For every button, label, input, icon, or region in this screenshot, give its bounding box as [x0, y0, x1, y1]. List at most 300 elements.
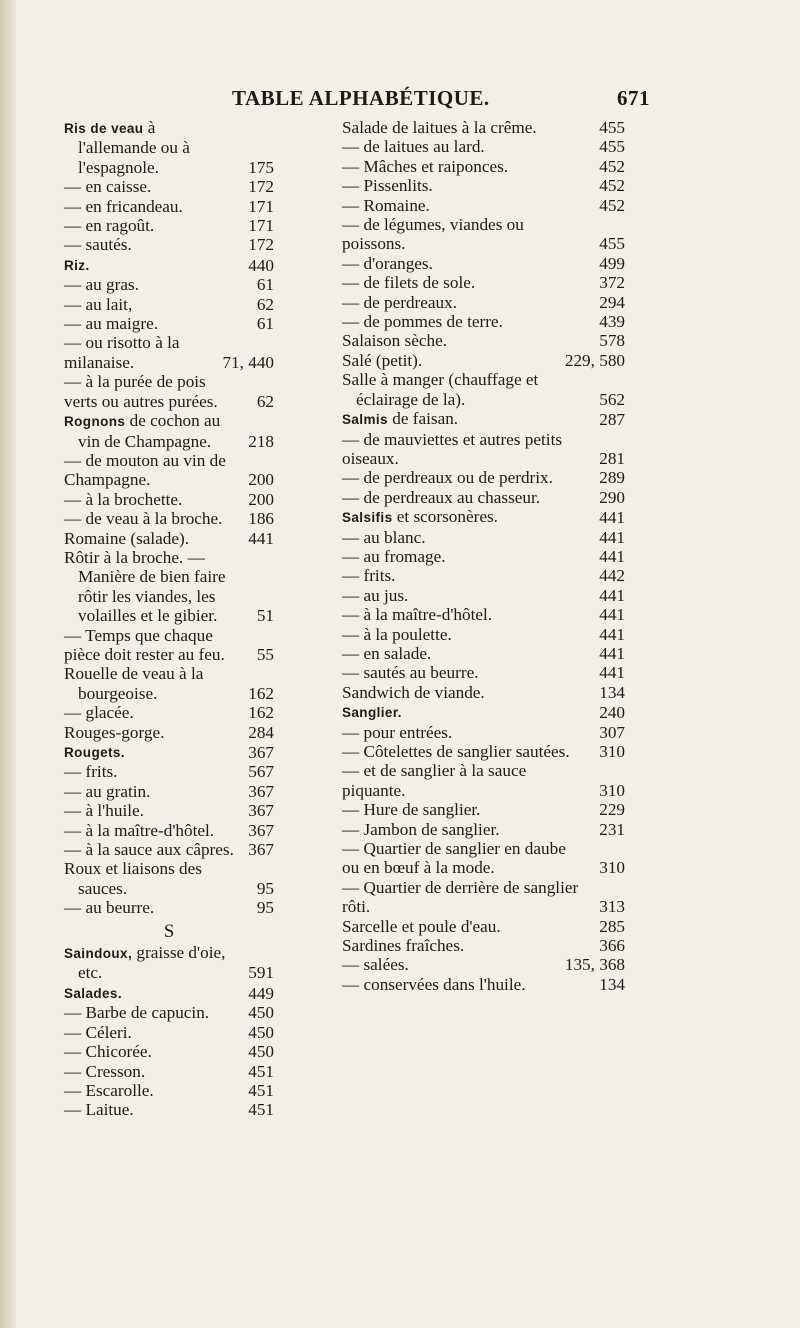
- index-entry: [64, 411, 274, 451]
- entry-page-ref: 218: [248, 431, 274, 451]
- index-entry: [342, 331, 625, 350]
- entry-label: Salade de laitues à la crême.: [342, 118, 537, 137]
- entry-text: [342, 293, 625, 312]
- entry-page-ref: 229: [599, 800, 625, 820]
- entry-label: — Céleri.: [64, 1022, 132, 1042]
- index-entry: [342, 409, 625, 429]
- index-column-left: [64, 118, 274, 1120]
- entry-text: [342, 254, 625, 273]
- entry-page-ref: 162: [248, 683, 274, 703]
- index-entry: [64, 840, 274, 859]
- entry-page-ref: 441: [599, 546, 625, 566]
- entry-text: [64, 782, 274, 801]
- index-entry: [64, 333, 274, 372]
- entry-page-ref: 367: [248, 840, 274, 860]
- entry-text: [64, 742, 274, 762]
- entry-label: Rouges-gorge.: [64, 722, 165, 742]
- entry-page-ref: 172: [248, 177, 274, 197]
- index-entry: [342, 625, 625, 644]
- entry-label: — Hure de sanglier.: [342, 800, 481, 820]
- entry-label: — Escarolle.: [64, 1080, 154, 1100]
- entry-label: — frits.: [342, 566, 396, 586]
- running-title: TABLE ALPHABÉTIQUE.: [232, 86, 490, 110]
- index-entry: [342, 351, 625, 370]
- entry-label: — au blanc.: [342, 527, 426, 547]
- index-entry: [342, 488, 625, 507]
- entry-page-ref: 451: [248, 1061, 274, 1081]
- entry-label: Roux et liaisons des sauces.: [64, 859, 202, 898]
- entry-page-ref: 95: [256, 898, 274, 918]
- index-entry: [64, 821, 274, 840]
- entry-page-ref: 134: [599, 974, 625, 994]
- entry-headword: Sanglier.: [342, 705, 402, 721]
- entry-label: — en caisse.: [64, 177, 152, 197]
- entry-page-ref: 175: [248, 157, 274, 177]
- index-entry: [64, 451, 274, 490]
- entry-label: — à la poulette.: [342, 624, 452, 644]
- index-entry: [64, 548, 274, 626]
- entry-text: [64, 983, 274, 1003]
- entry-text: [342, 605, 625, 624]
- entry-label: et scorsonères.: [392, 507, 498, 527]
- entry-text: [64, 451, 274, 490]
- entry-headword: Saindoux,: [64, 946, 133, 962]
- index-entry: [64, 509, 274, 528]
- entry-label: — en salade.: [342, 643, 432, 663]
- entry-page-ref: 439: [599, 312, 625, 332]
- entry-text: [342, 488, 625, 507]
- index-entry: [342, 723, 625, 742]
- entry-label: — Jambon de sanglier.: [342, 819, 500, 839]
- index-entry: [342, 820, 625, 839]
- entry-page-ref: 61: [256, 314, 274, 334]
- index-entry: [342, 878, 625, 917]
- index-entry: [64, 529, 274, 548]
- entry-page-ref: 450: [248, 1022, 274, 1042]
- entry-text: [64, 664, 274, 703]
- entry-page-ref: 294: [599, 292, 625, 312]
- entry-page-ref: 162: [248, 703, 274, 723]
- entry-page-ref: 231: [599, 819, 625, 839]
- index-entry: [342, 975, 625, 994]
- entry-text: [64, 1023, 274, 1042]
- entry-page-ref: 135, 368: [564, 955, 625, 975]
- entry-label: — à la maître-d'hôtel.: [64, 820, 215, 840]
- entry-text: [64, 1100, 274, 1119]
- index-entry: [342, 917, 625, 936]
- entry-text: [64, 490, 274, 509]
- entry-text: [342, 644, 625, 663]
- entry-text: [342, 528, 625, 547]
- entry-page-ref: 450: [248, 1042, 274, 1062]
- entry-label: — de légumes, viandes ou poissons.: [342, 215, 524, 254]
- entry-text: [64, 275, 274, 294]
- entry-label: — Barbe de capucin.: [64, 1003, 210, 1023]
- entry-page-ref: 441: [599, 605, 625, 625]
- entry-label: — au maigre.: [64, 314, 159, 334]
- entry-headword: Rougets.: [64, 745, 125, 760]
- index-entry: [64, 943, 274, 983]
- index-entry: [342, 468, 625, 487]
- page-binding-edge: [0, 0, 16, 1328]
- entry-label: — au beurre.: [64, 898, 155, 918]
- entry-text: [342, 702, 625, 722]
- index-entry: [342, 370, 625, 409]
- entry-page-ref: 441: [248, 528, 274, 548]
- entry-page-ref: 562: [599, 389, 625, 409]
- entry-page-ref: 449: [248, 983, 274, 1003]
- entry-text: [342, 566, 625, 585]
- entry-text: [342, 683, 625, 702]
- entry-label: — de mouton au vin de Champagne.: [64, 450, 226, 490]
- index-entry: [64, 782, 274, 801]
- index-entry: [64, 801, 274, 820]
- entry-text: [342, 839, 625, 878]
- index-entry: [64, 1042, 274, 1061]
- entry-text: [342, 586, 625, 605]
- index-entry: [64, 235, 274, 254]
- entry-text: [342, 430, 625, 469]
- entry-label: — en fricandeau.: [64, 196, 183, 216]
- entry-page-ref: 450: [248, 1003, 274, 1023]
- index-entry: [64, 723, 274, 742]
- entry-text: [64, 216, 274, 235]
- entry-page-ref: 452: [599, 195, 625, 215]
- index-entry: [64, 177, 274, 196]
- index-entry: [64, 626, 274, 665]
- entry-label: Salle à manger (chauffage et éclairage de la).: [342, 370, 539, 409]
- index-entry: [64, 295, 274, 314]
- entry-page-ref: 71, 440: [222, 352, 274, 372]
- entry-page-ref: 290: [599, 487, 625, 507]
- entry-label: Sandwich de viande.: [342, 682, 485, 702]
- index-entry: [64, 859, 274, 898]
- entry-page-ref: 310: [599, 742, 625, 761]
- entry-text: [64, 509, 274, 528]
- index-entry: [64, 216, 274, 235]
- entry-label: — Chicorée.: [64, 1042, 152, 1062]
- entry-page-ref: 578: [599, 331, 625, 351]
- section-letter: S: [163, 920, 175, 942]
- entry-label: — pour entrées.: [342, 722, 453, 742]
- entry-page-ref: 441: [599, 663, 625, 683]
- entry-page-ref: 441: [599, 585, 625, 605]
- entry-page-ref: 285: [599, 916, 625, 936]
- entry-text: [342, 878, 625, 917]
- entry-text: [64, 177, 274, 196]
- entry-page-ref: 441: [599, 508, 625, 528]
- index-entry: [64, 118, 274, 177]
- entry-page-ref: 455: [599, 234, 625, 254]
- index-entry: [342, 528, 625, 547]
- entry-page-ref: 451: [248, 1100, 274, 1120]
- entry-text: [342, 409, 625, 429]
- entry-text: [64, 295, 274, 314]
- index-entry: [64, 490, 274, 509]
- index-entry: [342, 605, 625, 624]
- entry-label: — Quartier de derrière de sanglier rôti.: [342, 877, 579, 917]
- entry-label: — à la maître-d'hôtel.: [342, 605, 493, 625]
- index-entry: [342, 663, 625, 682]
- entry-page-ref: 441: [599, 624, 625, 644]
- index-entry: [64, 1062, 274, 1081]
- index-entry: [342, 702, 625, 722]
- entry-page-ref: 307: [599, 722, 625, 742]
- entry-text: [64, 840, 274, 859]
- entry-label: Rôtir à la broche. — Manière de bien faire rôtir les viandes, les volailles et le gibier.: [64, 547, 226, 626]
- entry-text: [64, 626, 274, 665]
- entry-label: — sautés au beurre.: [342, 663, 479, 683]
- entry-page-ref: 567: [248, 762, 274, 782]
- entry-label: — au fromage.: [342, 546, 446, 566]
- index-entry: [64, 314, 274, 333]
- entry-page-ref: 55: [256, 644, 274, 664]
- entry-text: [64, 235, 274, 254]
- index-entry: [342, 742, 625, 761]
- entry-page-ref: 442: [599, 566, 625, 586]
- index-entry: [64, 1023, 274, 1042]
- index-entry: [342, 157, 625, 176]
- entry-label: graisse d'oie, etc.: [78, 943, 226, 983]
- entry-label: — frits.: [64, 762, 118, 782]
- index-entry: [342, 955, 625, 974]
- entry-text: [342, 331, 625, 350]
- index-entry: [342, 800, 625, 819]
- entry-headword: Riz.: [64, 257, 90, 273]
- entry-page-ref: 287: [599, 410, 625, 430]
- index-entry: [342, 215, 625, 254]
- entry-text: [64, 548, 274, 626]
- entry-page-ref: 440: [248, 255, 274, 275]
- entry-label: — au jus.: [342, 585, 409, 605]
- entry-page-ref: 455: [599, 137, 625, 157]
- entry-page-ref: 313: [599, 897, 625, 917]
- entry-label: Salaison sèche.: [342, 331, 448, 351]
- entry-label: — Mâches et raiponces.: [342, 156, 509, 176]
- entry-text: [64, 762, 274, 781]
- index-entry: [342, 196, 625, 215]
- index-entry: [342, 839, 625, 878]
- index-entry: [64, 255, 274, 275]
- entry-label: — à la sauce aux câpres.: [64, 840, 234, 860]
- entry-text: [64, 723, 274, 742]
- entry-page-ref: 310: [599, 780, 625, 800]
- entry-page-ref: 451: [248, 1080, 274, 1100]
- entry-text: [342, 625, 625, 644]
- entry-label: de cochon au vin de Champagne.: [78, 411, 221, 451]
- entry-label: — Cresson.: [64, 1061, 146, 1081]
- entry-text: [342, 507, 625, 527]
- index-entry: [342, 176, 625, 195]
- entry-page-ref: 366: [599, 936, 625, 956]
- entry-text: [342, 800, 625, 819]
- index-entries-s: [64, 943, 274, 1120]
- entry-text: [342, 663, 625, 682]
- entry-page-ref: 186: [248, 509, 274, 529]
- entry-page-ref: 229, 580: [564, 350, 625, 370]
- entry-page-ref: 367: [248, 743, 274, 762]
- entry-label: — Temps que chaque pièce doit rester au feu.: [64, 625, 225, 664]
- entry-label: — de pommes de terre.: [342, 312, 503, 332]
- entry-label: Rouelle de veau à la bourgeoise.: [64, 664, 204, 703]
- index-entry: [342, 547, 625, 566]
- index-entry: [64, 742, 274, 762]
- entry-page-ref: 289: [599, 468, 625, 488]
- entry-text: [342, 137, 625, 156]
- entry-label: — sautés.: [64, 235, 132, 255]
- entry-label: — au lait,: [64, 294, 133, 314]
- entry-label: — de laitues au lard.: [342, 137, 485, 157]
- entry-text: [342, 468, 625, 487]
- entry-label: — d'oranges.: [342, 253, 433, 273]
- entry-page-ref: 240: [599, 703, 625, 723]
- entry-headword: Ris de veau: [64, 121, 144, 136]
- entry-page-ref: 61: [256, 275, 274, 295]
- entry-text: [342, 936, 625, 955]
- entry-page-ref: 367: [248, 801, 274, 821]
- entry-text: [64, 314, 274, 333]
- entry-label: — de veau à la broche.: [64, 509, 223, 529]
- entry-text: [342, 820, 625, 839]
- entry-label: — au gras.: [64, 275, 139, 295]
- entry-text: [64, 1062, 274, 1081]
- index-entry: [342, 566, 625, 585]
- entry-page-ref: 591: [248, 963, 274, 983]
- entry-label: — en ragoût.: [64, 216, 155, 236]
- entry-text: [342, 547, 625, 566]
- entry-text: [64, 1003, 274, 1022]
- entry-text: [342, 917, 625, 936]
- entry-headword: Rognons: [64, 414, 126, 430]
- index-entries-r: [64, 118, 274, 918]
- entry-text: [342, 761, 625, 800]
- index-entry: [64, 703, 274, 722]
- entry-label: — de mauviettes et autres petits oiseaux.: [342, 429, 563, 468]
- entry-text: [342, 215, 625, 254]
- entry-text: [64, 372, 274, 411]
- entry-label: — de filets de sole.: [342, 273, 476, 293]
- index-entry: [342, 118, 625, 137]
- entry-text: [342, 176, 625, 195]
- entry-label: — et de sanglier à la sauce piquante.: [342, 761, 527, 800]
- entry-page-ref: 95: [256, 878, 274, 898]
- entry-page-ref: 367: [248, 820, 274, 840]
- entry-page-ref: 62: [256, 294, 274, 314]
- index-column-right: [342, 118, 625, 994]
- entry-label: — à la brochette.: [64, 489, 183, 509]
- entry-headword: Salades.: [64, 985, 122, 1001]
- index-entry: [64, 1081, 274, 1100]
- entry-label: Salé (petit).: [342, 350, 423, 370]
- entry-text: [64, 1081, 274, 1100]
- index-entry: [342, 586, 625, 605]
- entry-text: [64, 898, 274, 917]
- entry-page-ref: 284: [248, 722, 274, 742]
- entry-label: — de perdreaux au chasseur.: [342, 487, 541, 507]
- index-entry: [342, 137, 625, 156]
- index-entry: [64, 983, 274, 1003]
- entry-text: [342, 118, 625, 137]
- entry-text: [342, 196, 625, 215]
- index-entry: [64, 1100, 274, 1119]
- entry-text: [64, 1042, 274, 1061]
- entry-label: — salées.: [342, 955, 409, 975]
- entry-text: [342, 312, 625, 331]
- entry-text: [64, 411, 274, 451]
- entry-text: [64, 801, 274, 820]
- entry-text: [64, 255, 274, 275]
- entry-page-ref: 441: [599, 643, 625, 663]
- entry-text: [64, 703, 274, 722]
- index-entry: [342, 430, 625, 469]
- entry-text: [64, 859, 274, 898]
- index-entry: [342, 644, 625, 663]
- entry-page-ref: 62: [256, 391, 274, 411]
- entry-text: [64, 821, 274, 840]
- entry-label: — ou risotto à la milanaise.: [64, 333, 180, 372]
- index-entry: [342, 761, 625, 800]
- entry-headword: Salsifis: [342, 510, 393, 526]
- entry-page-ref: 200: [248, 470, 274, 490]
- entry-text: [342, 742, 625, 761]
- entry-page-ref: 499: [599, 253, 625, 273]
- index-entry: [342, 254, 625, 273]
- index-entries-right: [342, 118, 625, 994]
- index-entry: [64, 664, 274, 703]
- entry-text: [342, 723, 625, 742]
- entry-label: — Pissenlits.: [342, 176, 433, 196]
- index-entry: [64, 1003, 274, 1022]
- entry-label: — Laitue.: [64, 1100, 134, 1120]
- index-entry: [342, 293, 625, 312]
- entry-page-ref: 441: [599, 527, 625, 547]
- entry-label: Romaine (salade).: [64, 528, 190, 548]
- entry-page-ref: 452: [599, 176, 625, 196]
- entry-text: [342, 370, 625, 409]
- entry-page-ref: 171: [248, 196, 274, 216]
- entry-page-ref: 367: [248, 781, 274, 801]
- entry-page-ref: 51: [256, 606, 274, 626]
- page-number: 671: [617, 86, 650, 110]
- entry-label: — de perdreaux ou de perdrix.: [342, 468, 553, 488]
- entry-page-ref: 200: [248, 489, 274, 509]
- entry-label: — de perdreaux.: [342, 292, 458, 312]
- entry-page-ref: 281: [599, 448, 625, 468]
- entry-page-ref: 452: [599, 156, 625, 176]
- entry-page-ref: 310: [599, 858, 625, 878]
- entry-label: — Romaine.: [342, 195, 430, 215]
- index-entry: [64, 275, 274, 294]
- entry-page-ref: 455: [599, 118, 625, 137]
- index-entry: [64, 762, 274, 781]
- index-entry: [342, 936, 625, 955]
- entry-page-ref: 372: [599, 273, 625, 293]
- entry-label: Sardines fraîches.: [342, 936, 465, 956]
- entry-label: — Quartier de sanglier en daube ou en bœuf à la mode.: [342, 839, 566, 878]
- entry-label: — à la purée de pois verts ou autres purées.: [64, 372, 218, 411]
- entry-text: [342, 273, 625, 292]
- index-entry: [342, 312, 625, 331]
- index-entry: [64, 372, 274, 411]
- entry-label: — à l'huile.: [64, 801, 144, 821]
- entry-text: [342, 157, 625, 176]
- entry-text: [342, 975, 625, 994]
- entry-text: [64, 118, 274, 177]
- entry-label: — Côtelettes de sanglier sautées.: [342, 742, 570, 761]
- entry-label: de faisan.: [387, 409, 459, 429]
- index-entry: [342, 683, 625, 702]
- entry-label: Sarcelle et poule d'eau.: [342, 916, 501, 936]
